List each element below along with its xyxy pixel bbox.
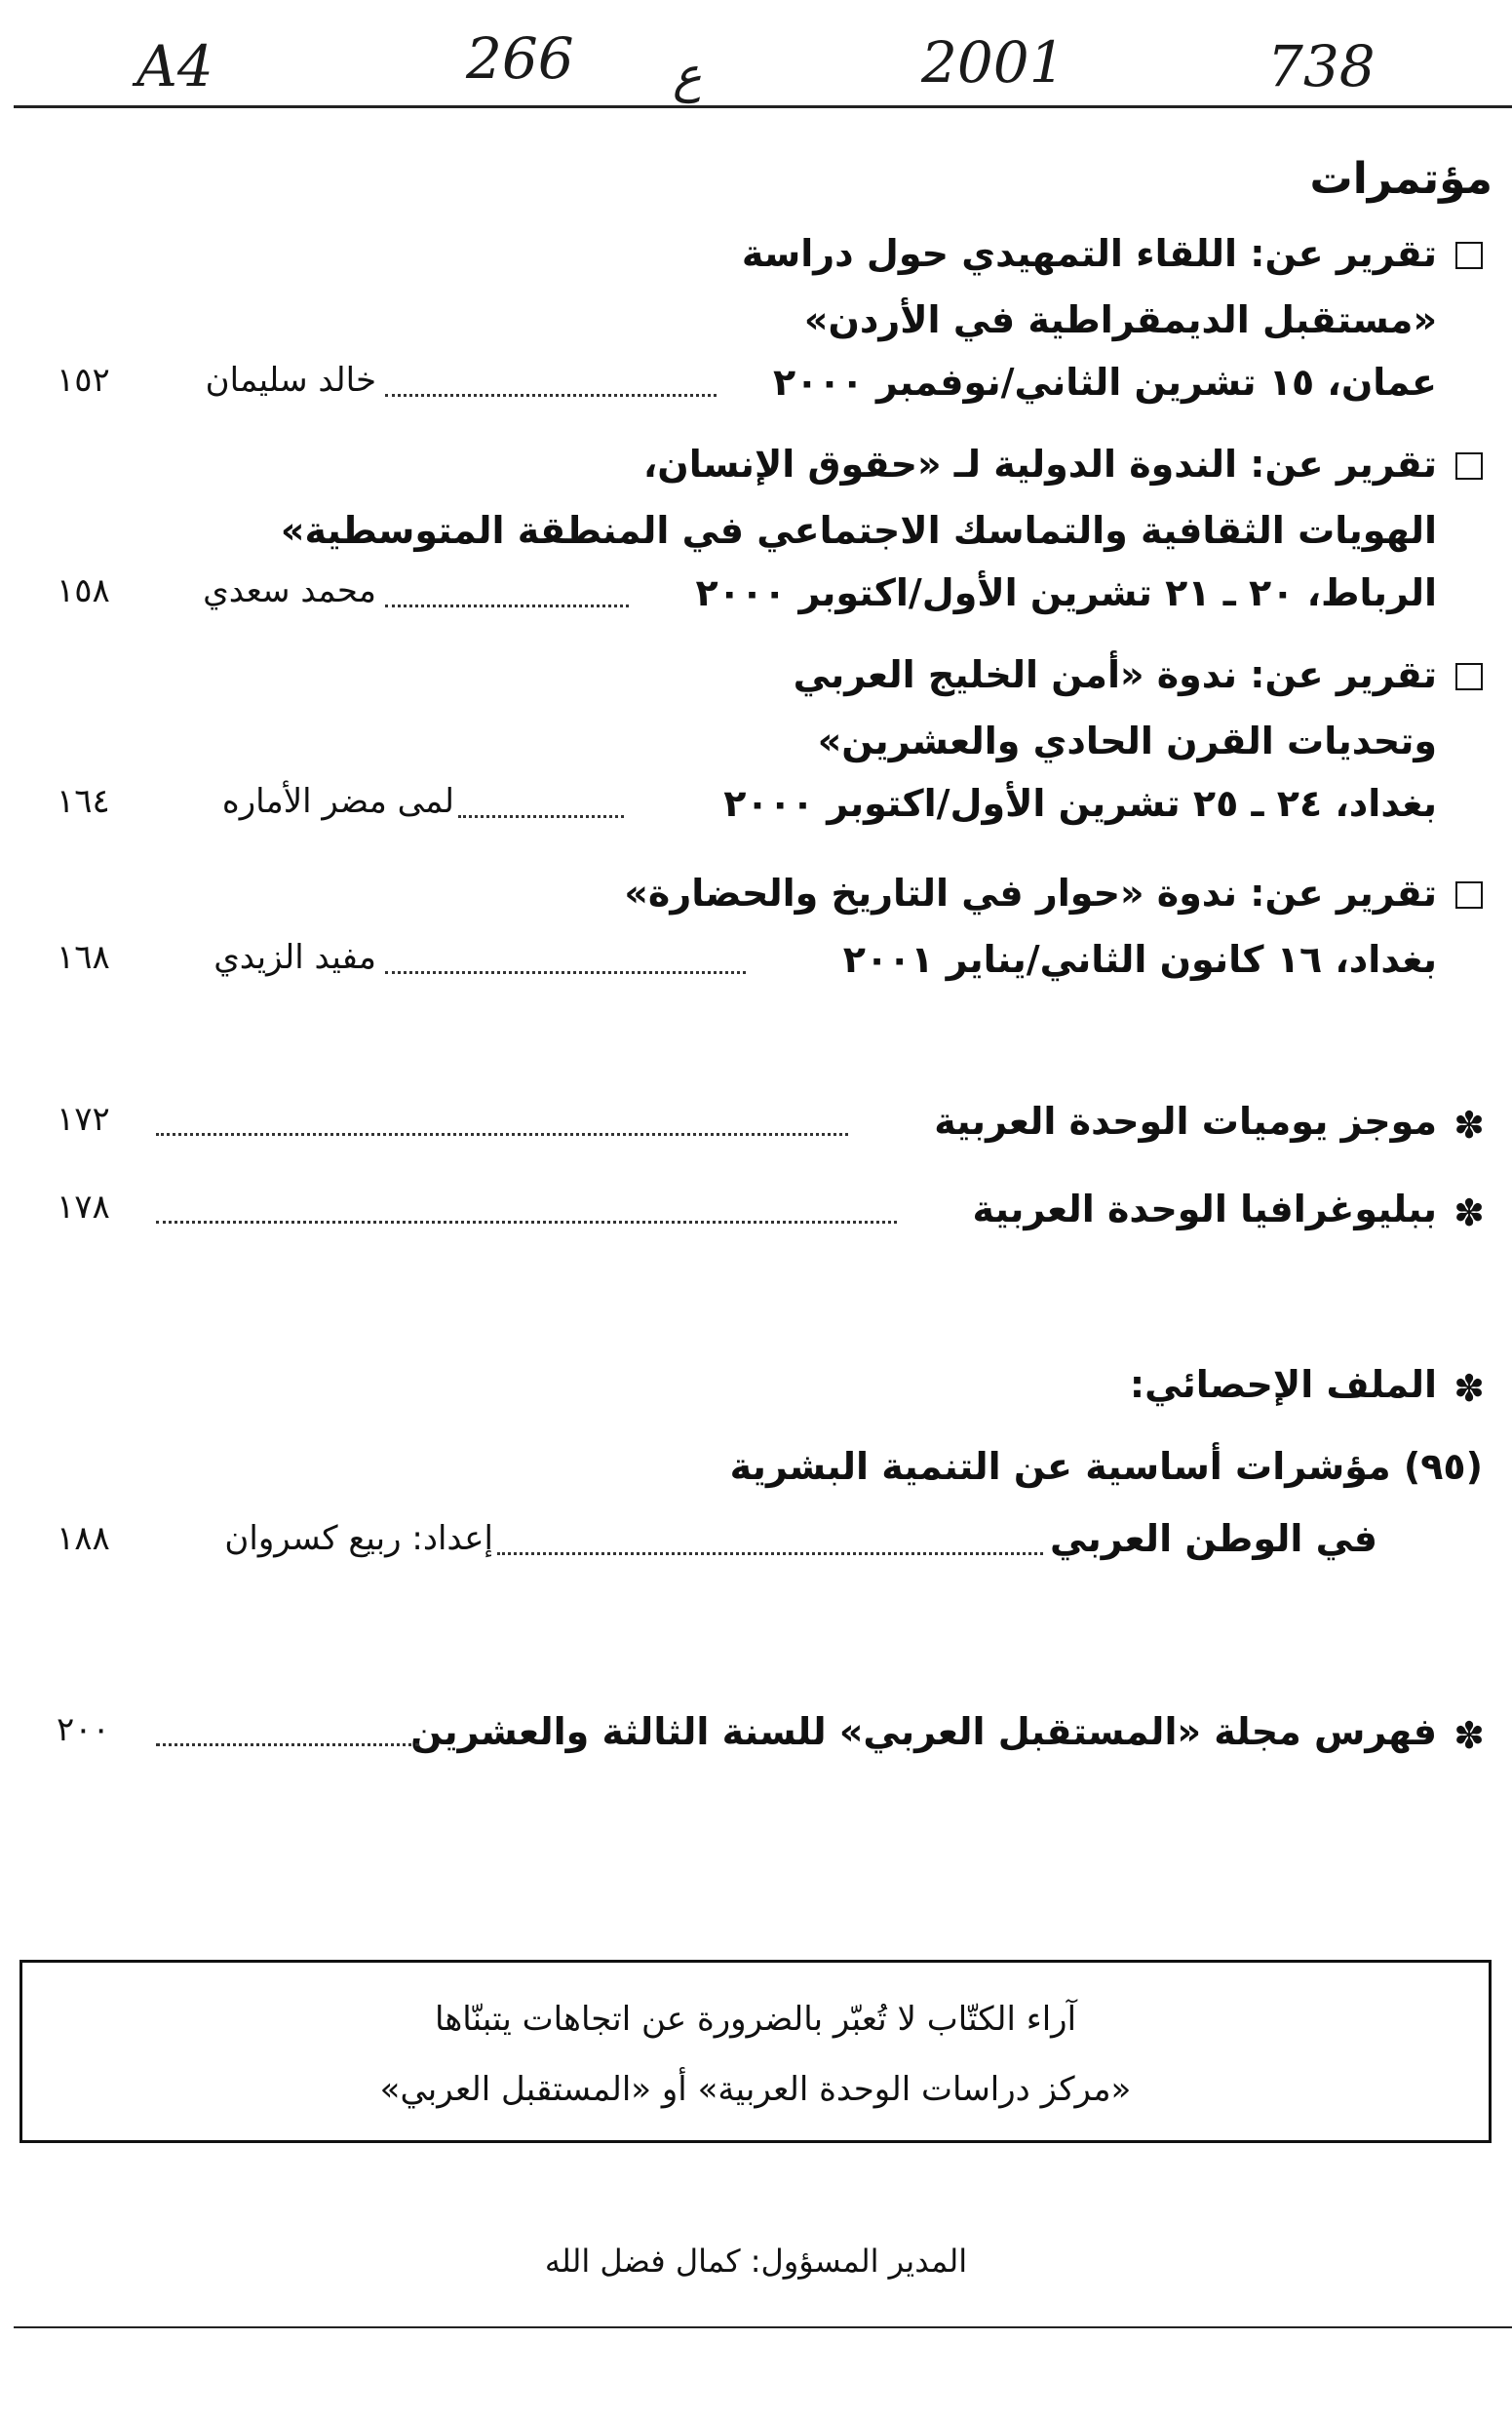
report-place-date: عمان، ١٥ تشرين الثاني/نوفمبر ٢٠٠٠ [773,361,1437,404]
report-title-line1: تقرير عن: ندوة «أمن الخليج العربي [793,653,1437,696]
report-author: لمى مضر الأماره [221,782,454,821]
dot-leader [385,394,717,397]
dot-leader [458,815,624,818]
director-credit: المدير المسؤول: كمال فضل الله [544,2243,968,2280]
dot-leader [156,1743,419,1746]
dot-leader [156,1221,897,1224]
report-author: مفيد الزيدي [213,938,376,977]
report-place-date: الرباط، ٢٠ ـ ٢١ تشرين الأول/اكتوبر ٢٠٠٠ [695,571,1437,614]
checkbox-icon [1455,452,1483,480]
report-place-date: بغداد، ١٦ كانون الثاني/يناير ٢٠٠١ [842,938,1437,981]
report-title-line1: تقرير عن: ندوة «حوار في التاريخ والحضارة» [624,872,1437,915]
statistics-heading: الملف الإحصائي: [1129,1363,1437,1406]
page-number: ١٧٨ [57,1188,110,1227]
report-title-line1: تقرير عن: الندوة الدولية لـ «حقوق الإنسان، [642,443,1437,486]
statistics-author: إعداد: ربيع كسروان [224,1519,493,1558]
checkbox-icon [1455,881,1483,909]
disclaimer-line2: «مركز دراسات الوحدة العربية» أو «المستقبل العربي» [379,2070,1132,2109]
dot-leader [385,605,629,607]
handwritten-letter: ع [673,47,702,103]
dot-leader [156,1133,848,1136]
asterisk-icon: ✽ [1454,1191,1485,1234]
starred-title: ببليوغرافيا الوحدة العربية [972,1188,1437,1230]
handwritten-year: 2001 [921,29,1066,96]
page-number: ١٦٤ [57,782,110,821]
handwritten-serial: 738 [1267,33,1376,99]
page-number: ١٦٨ [57,938,110,977]
bottom-rule [14,2326,1512,2328]
disclaimer-line1: آراء الكتّاب لا تُعبّر بالضرورة عن اتجاهات يتبنّاها [434,2000,1077,2039]
disclaimer-box [19,1960,1492,2143]
handwritten-issue-number: 266 [466,25,574,92]
report-place-date: بغداد، ٢٤ ـ ٢٥ تشرين الأول/اكتوبر ٢٠٠٠ [723,782,1437,825]
page-number: ٢٠٠ [57,1710,110,1749]
dot-leader [385,971,746,974]
asterisk-icon: ✽ [1454,1104,1485,1147]
asterisk-icon: ✽ [1454,1367,1485,1410]
index-title: فهرس مجلة «المستقبل العربي» للسنة الثالثة والعشرين [410,1710,1437,1753]
page-number: ١٧٢ [57,1100,110,1139]
report-title-line2: «مستقبل الديمقراطية في الأردن» [803,298,1437,341]
dot-leader [497,1552,1043,1555]
asterisk-icon: ✽ [1454,1714,1485,1757]
page-number: ١٨٨ [57,1519,110,1558]
checkbox-icon [1455,663,1483,690]
starred-title: موجز يوميات الوحدة العربية [934,1100,1437,1143]
statistics-title-line1: (٩٥) مؤشرات أساسية عن التنمية البشرية [729,1445,1483,1488]
checkbox-icon [1455,242,1483,269]
report-author: محمد سعدي [203,571,376,610]
report-title-line2: وتحديات القرن الحادي والعشرين» [817,720,1437,762]
report-title-line1: تقرير عن: اللقاء التمهيدي حول دراسة [741,232,1437,275]
section-title: مؤتمرات [1309,154,1493,204]
report-author: خالد سليمان [205,361,376,400]
statistics-title-line2: في الوطن العربي [1050,1517,1377,1560]
top-rule [14,105,1512,108]
report-title-line2: الهويات الثقافية والتماسك الاجتماعي في المنطقة المتوسطية» [280,509,1437,552]
page-number: ١٥٢ [57,361,110,400]
handwritten-code: A4 [136,33,213,99]
page-number: ١٥٨ [57,571,110,610]
